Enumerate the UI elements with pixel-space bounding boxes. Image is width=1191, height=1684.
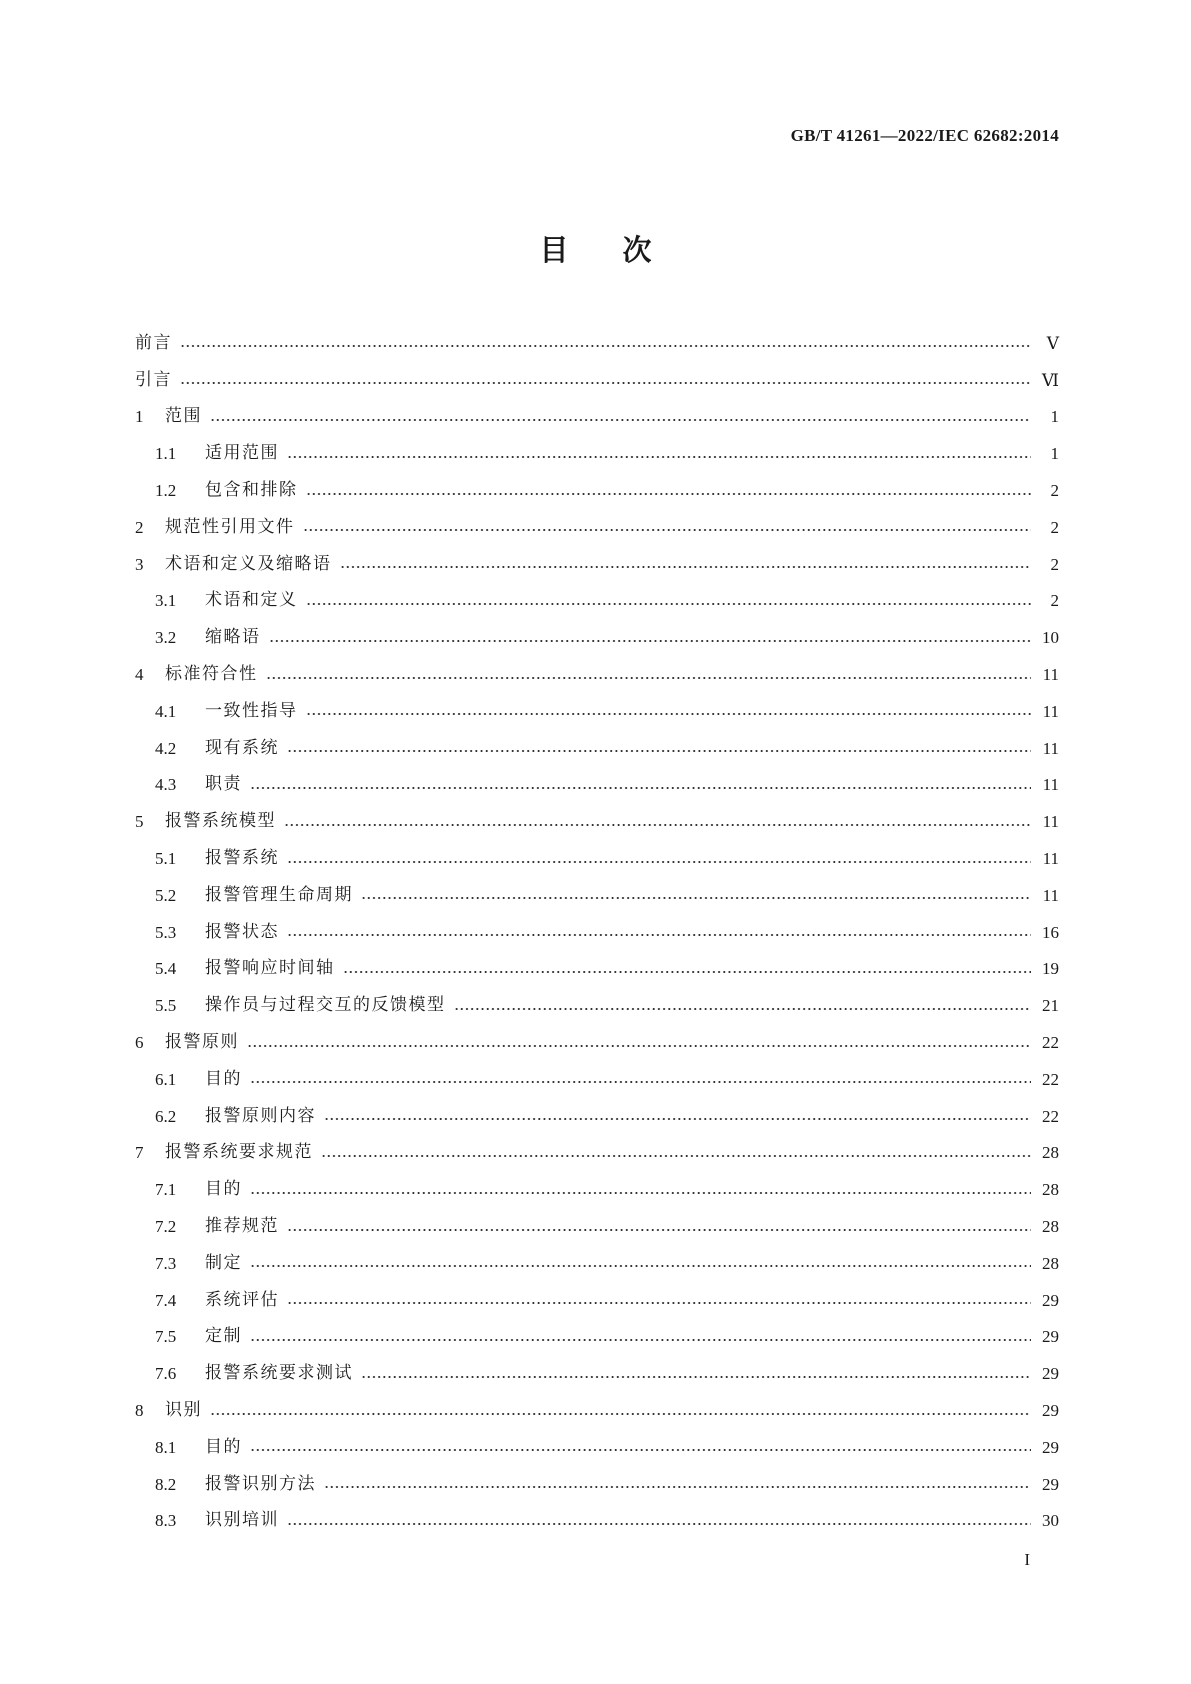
toc-entry[interactable] bbox=[135, 325, 1059, 362]
toc-entry-label: 定制 bbox=[205, 1326, 242, 1347]
dot-leader bbox=[454, 1008, 1032, 1010]
toc-entry-number: 7.2 bbox=[155, 1217, 177, 1237]
toc-title: 目次 bbox=[539, 233, 706, 267]
toc-entry-number: 5.3 bbox=[155, 922, 177, 942]
dot-leader bbox=[287, 1523, 1031, 1525]
toc-entry-page: 11 bbox=[1042, 775, 1059, 795]
toc-entry-number: 7.4 bbox=[155, 1290, 177, 1310]
toc-entry-page: 2 bbox=[1050, 481, 1059, 501]
toc-entry-label: 操作员与过程交互的反馈模型 bbox=[205, 995, 446, 1016]
toc-entry[interactable] bbox=[135, 914, 1059, 951]
dot-leader bbox=[340, 566, 1032, 568]
toc-entry-label: 适用范围 bbox=[205, 443, 279, 464]
toc-entry-page: 28 bbox=[1042, 1217, 1059, 1237]
dot-leader bbox=[250, 1265, 1031, 1267]
toc-entry[interactable] bbox=[135, 656, 1059, 693]
dot-leader bbox=[287, 934, 1031, 936]
toc-entry-label: 报警原则 bbox=[165, 1032, 239, 1053]
toc-entry-number: 7.1 bbox=[155, 1180, 177, 1200]
dot-leader bbox=[250, 787, 1031, 789]
toc-entry[interactable] bbox=[135, 1208, 1059, 1245]
toc-entry[interactable] bbox=[135, 1024, 1059, 1061]
toc-entry-page: 11 bbox=[1042, 812, 1059, 832]
toc-entry-page: 2 bbox=[1050, 554, 1059, 574]
dot-leader bbox=[210, 1413, 1031, 1415]
page-number: I bbox=[1024, 1550, 1030, 1569]
toc-entry-label: 一致性指导 bbox=[205, 700, 298, 721]
dot-leader bbox=[180, 382, 1031, 384]
toc-entry[interactable] bbox=[135, 472, 1059, 509]
toc-entry-number: 3 bbox=[135, 554, 144, 574]
dot-leader bbox=[284, 824, 1031, 826]
toc-entry-page: 16 bbox=[1042, 922, 1059, 942]
toc-entry-label: 包含和排除 bbox=[205, 480, 298, 501]
dot-leader bbox=[266, 677, 1032, 679]
toc-entry-number: 4.2 bbox=[155, 738, 177, 758]
toc-entry-number: 3.1 bbox=[155, 591, 177, 611]
toc-entry-number: 7.6 bbox=[155, 1364, 177, 1384]
dot-leader bbox=[247, 1045, 1031, 1047]
toc-entry[interactable] bbox=[135, 877, 1059, 914]
dot-leader bbox=[287, 1302, 1031, 1304]
toc-entry-page: 29 bbox=[1042, 1327, 1059, 1347]
toc-entry-number: 4.3 bbox=[155, 775, 177, 795]
dot-leader bbox=[287, 456, 1031, 458]
toc-entry-page: 29 bbox=[1042, 1290, 1059, 1310]
toc-entry-page: 22 bbox=[1042, 1033, 1059, 1053]
toc-entry-page: Ⅵ bbox=[1041, 370, 1059, 390]
toc-entry-number: 5.4 bbox=[155, 959, 177, 979]
toc-entry-number: 1 bbox=[135, 407, 144, 427]
toc-entry[interactable] bbox=[135, 767, 1059, 804]
toc-entry[interactable] bbox=[135, 619, 1059, 656]
toc-entry[interactable] bbox=[135, 1098, 1059, 1135]
toc-entry-label: 缩略语 bbox=[205, 627, 261, 648]
toc-entry-page: 22 bbox=[1042, 1069, 1059, 1089]
toc-entry[interactable] bbox=[135, 509, 1059, 546]
toc-entry-page: 29 bbox=[1042, 1437, 1059, 1457]
toc-entry-label: 目的 bbox=[205, 1179, 242, 1200]
dot-leader bbox=[210, 419, 1031, 421]
toc-entry-page: 22 bbox=[1042, 1106, 1059, 1126]
toc-entry-page: 28 bbox=[1042, 1143, 1059, 1163]
dot-leader bbox=[306, 713, 1032, 715]
dot-leader bbox=[361, 1376, 1031, 1378]
toc-entry[interactable] bbox=[135, 1503, 1059, 1540]
dot-leader bbox=[250, 1449, 1031, 1451]
toc-entry-page: 19 bbox=[1042, 959, 1059, 979]
toc-entry-label: 报警系统要求规范 bbox=[165, 1142, 313, 1163]
toc-entry[interactable] bbox=[135, 803, 1059, 840]
toc-entry-page: 29 bbox=[1042, 1364, 1059, 1384]
toc-entry-label: 职责 bbox=[205, 774, 242, 795]
table-of-contents bbox=[135, 325, 1059, 1539]
toc-entry-label: 报警原则内容 bbox=[205, 1105, 316, 1126]
toc-entry-number: 8.3 bbox=[155, 1511, 177, 1531]
toc-entry-page: 2 bbox=[1050, 591, 1059, 611]
toc-entry-page: 1 bbox=[1050, 407, 1059, 427]
toc-entry-number: 5.5 bbox=[155, 996, 177, 1016]
toc-entry-number: 8 bbox=[135, 1401, 144, 1420]
dot-leader bbox=[287, 1229, 1031, 1231]
dot-leader bbox=[287, 750, 1031, 752]
toc-entry-label: 报警识别方法 bbox=[205, 1473, 316, 1494]
toc-entry-page: 2 bbox=[1050, 517, 1059, 537]
dot-leader bbox=[250, 1192, 1031, 1194]
toc-entry-number: 5.1 bbox=[155, 849, 177, 869]
toc-entry[interactable] bbox=[135, 1319, 1059, 1356]
toc-entry-label: 报警响应时间轴 bbox=[205, 958, 335, 979]
toc-entry-number: 6.2 bbox=[155, 1106, 177, 1126]
toc-entry[interactable] bbox=[135, 399, 1059, 436]
toc-entry[interactable] bbox=[135, 730, 1059, 767]
dot-leader bbox=[361, 897, 1031, 899]
toc-entry[interactable] bbox=[135, 1135, 1059, 1172]
toc-entry[interactable] bbox=[135, 951, 1059, 988]
toc-entry-number: 1.2 bbox=[155, 481, 177, 501]
toc-entry-label: 标准符合性 bbox=[165, 664, 258, 685]
toc-entry-page: 29 bbox=[1042, 1474, 1059, 1494]
toc-entry-label: 报警管理生命周期 bbox=[205, 884, 353, 905]
toc-entry-label: 现有系统 bbox=[205, 737, 279, 758]
toc-entry-label: 术语和定义及缩略语 bbox=[165, 553, 332, 574]
toc-entry-number: 6.1 bbox=[155, 1069, 177, 1089]
toc-entry[interactable] bbox=[135, 1282, 1059, 1319]
toc-entry-page: 10 bbox=[1042, 628, 1059, 648]
toc-entry[interactable] bbox=[135, 1355, 1059, 1392]
toc-entry-page: Ⅴ bbox=[1046, 333, 1059, 353]
toc-entry-label: 术语和定义 bbox=[205, 590, 298, 611]
toc-entry-page: 1 bbox=[1050, 444, 1059, 464]
toc-entry-number: 7.3 bbox=[155, 1253, 177, 1273]
toc-entry-number: 4 bbox=[135, 665, 144, 685]
toc-entry[interactable] bbox=[135, 693, 1059, 730]
dot-leader bbox=[306, 493, 1032, 495]
toc-entry[interactable] bbox=[135, 840, 1059, 877]
toc-entry-number: 6 bbox=[135, 1033, 144, 1053]
toc-entry-number: 5 bbox=[135, 812, 144, 832]
toc-entry-label: 报警系统模型 bbox=[165, 811, 276, 832]
toc-entry[interactable] bbox=[135, 1245, 1059, 1282]
toc-entry-label: 目的 bbox=[205, 1068, 242, 1089]
dot-leader bbox=[303, 529, 1032, 531]
toc-entry[interactable] bbox=[135, 362, 1059, 399]
toc-entry-label: 推荐规范 bbox=[205, 1216, 279, 1237]
toc-entry[interactable] bbox=[135, 1392, 1059, 1429]
dot-leader bbox=[180, 345, 1031, 347]
toc-entry-number: 5.2 bbox=[155, 885, 177, 905]
toc-entry[interactable] bbox=[135, 1466, 1059, 1503]
toc-entry-number: 8.2 bbox=[155, 1474, 177, 1494]
toc-entry-page: 11 bbox=[1042, 738, 1059, 758]
dot-leader bbox=[324, 1118, 1031, 1120]
toc-entry[interactable] bbox=[135, 1171, 1059, 1208]
toc-entry[interactable] bbox=[135, 546, 1059, 583]
toc-entry-label: 引言 bbox=[135, 369, 172, 390]
toc-entry-label: 系统评估 bbox=[205, 1289, 279, 1310]
toc-entry-label: 报警系统 bbox=[205, 848, 279, 869]
toc-entry[interactable] bbox=[135, 583, 1059, 620]
dot-leader bbox=[324, 1486, 1031, 1488]
toc-entry-label: 制定 bbox=[205, 1252, 242, 1273]
dot-leader bbox=[321, 1155, 1031, 1157]
toc-entry-label: 前言 bbox=[135, 332, 172, 353]
toc-entry-number: 7.5 bbox=[155, 1327, 177, 1347]
dot-leader bbox=[306, 603, 1032, 605]
toc-entry-page: 11 bbox=[1042, 701, 1059, 721]
toc-entry[interactable] bbox=[135, 1061, 1059, 1098]
toc-entry-page: 29 bbox=[1042, 1401, 1059, 1420]
dot-leader bbox=[250, 1339, 1031, 1341]
toc-entry[interactable] bbox=[135, 435, 1059, 472]
toc-entry-label: 规范性引用文件 bbox=[165, 516, 295, 537]
dot-leader bbox=[250, 1081, 1031, 1083]
toc-entry[interactable] bbox=[135, 987, 1059, 1024]
toc-entry-page: 11 bbox=[1042, 665, 1059, 685]
toc-entry-number: 2 bbox=[135, 517, 144, 537]
toc-entry-label: 范围 bbox=[165, 406, 202, 427]
toc-entry[interactable] bbox=[135, 1429, 1059, 1466]
toc-entry-label: 识别 bbox=[165, 1400, 202, 1420]
toc-entry-number: 7 bbox=[135, 1143, 144, 1163]
toc-entry-label: 报警状态 bbox=[205, 921, 279, 942]
toc-entry-page: 30 bbox=[1042, 1511, 1059, 1531]
toc-entry-label: 识别培训 bbox=[205, 1510, 279, 1531]
toc-entry-page: 11 bbox=[1042, 885, 1059, 905]
toc-entry-label: 报警系统要求测试 bbox=[205, 1363, 353, 1384]
toc-entry-label: 目的 bbox=[205, 1436, 242, 1457]
toc-entry-page: 28 bbox=[1042, 1180, 1059, 1200]
dot-leader bbox=[343, 971, 1032, 973]
toc-entry-number: 1.1 bbox=[155, 444, 177, 464]
toc-entry-number: 8.1 bbox=[155, 1437, 177, 1457]
toc-entry-page: 28 bbox=[1042, 1253, 1059, 1273]
toc-entry-number: 4.1 bbox=[155, 701, 177, 721]
toc-entry-page: 21 bbox=[1042, 996, 1059, 1016]
toc-entry-page: 11 bbox=[1042, 849, 1059, 869]
toc-entry-number: 3.2 bbox=[155, 628, 177, 648]
dot-leader bbox=[269, 640, 1032, 642]
standard-code: GB/T 41261—2022/IEC 62682:2014 bbox=[790, 126, 1059, 145]
dot-leader bbox=[287, 861, 1031, 863]
